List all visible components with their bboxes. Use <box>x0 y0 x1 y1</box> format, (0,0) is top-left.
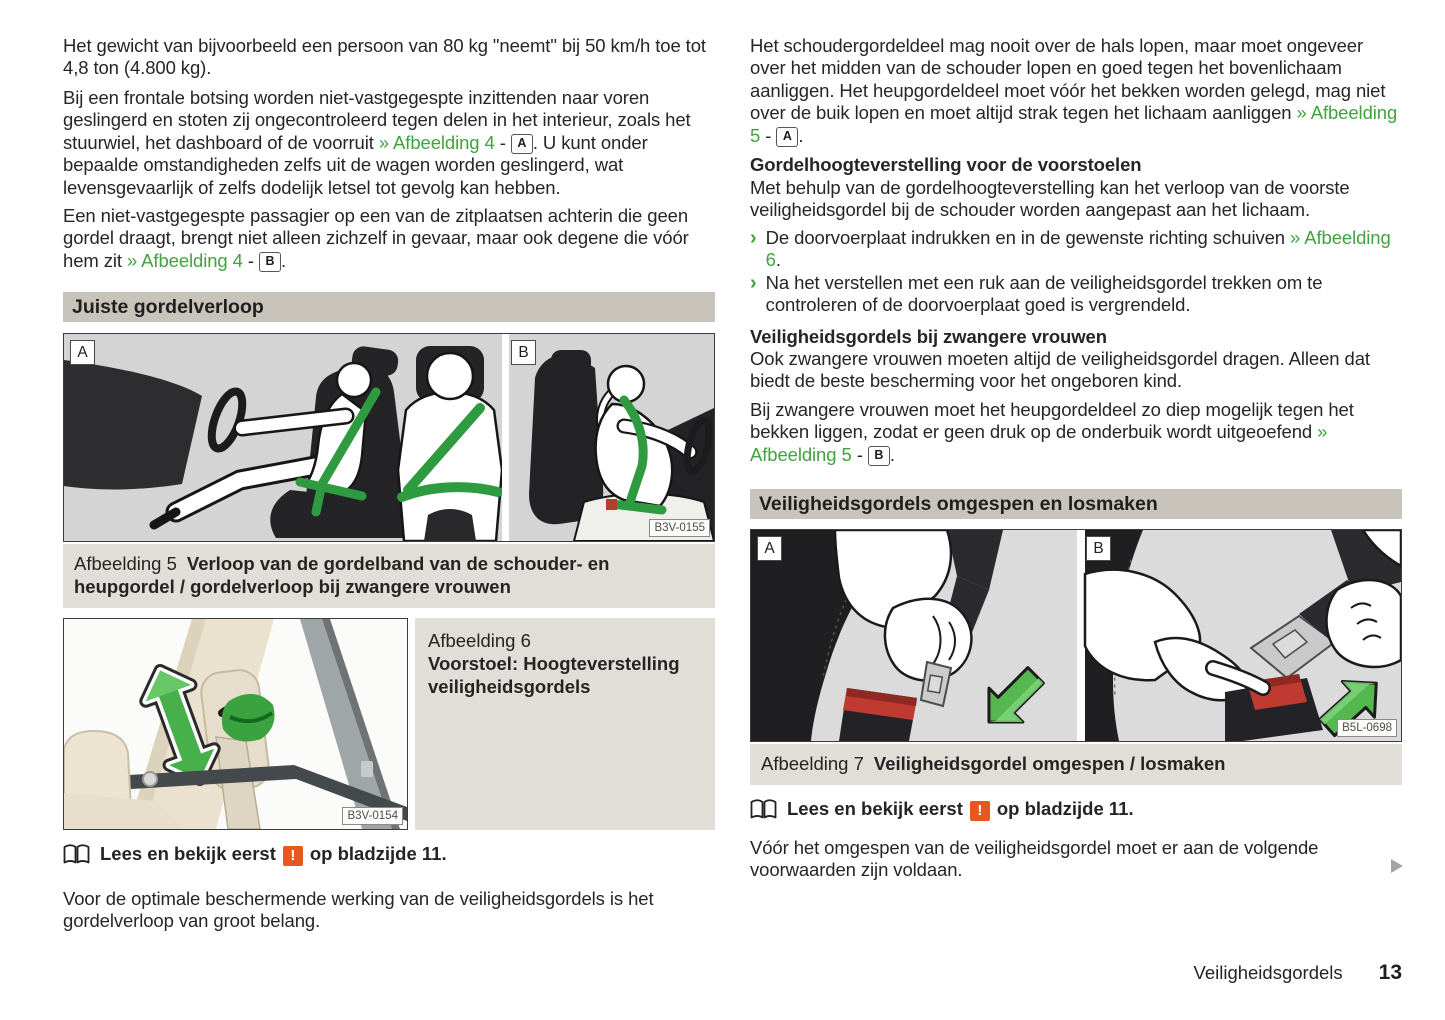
ref-link-afbeelding-5a[interactable]: » Afbeelding 5 <box>750 102 1398 146</box>
ref-link-afbeelding-4b[interactable]: » Afbeelding 4 <box>126 249 243 271</box>
paragraph-optimal-protection: Voor de optimale beschermende werking van de veiligheidsgordels is het gordelverloop van groot belang. <box>63 888 654 932</box>
warning-icon: ! <box>283 846 303 866</box>
figure-6 <box>63 618 715 830</box>
key-label-b: B <box>259 252 281 272</box>
content-continues-icon <box>1391 859 1403 873</box>
warning-icon: ! <box>970 801 990 821</box>
figure-5 <box>63 333 715 608</box>
section-header-omgespen-losmaken: Veiligheidsgordels omgespen en losmaken <box>750 489 1402 519</box>
figure-5-illustration <box>64 334 714 541</box>
bullet-chevron-icon: › <box>750 227 757 249</box>
footer-section-title: Veiligheidsgordels <box>1193 962 1343 983</box>
key-label-a: A <box>511 134 533 154</box>
figure-6-image <box>63 618 408 830</box>
page-footer <box>1194 961 1403 985</box>
paragraph-frontal-collision: Bij een frontale botsing worden niet-vastgegespte inzittenden naar voren geslingerd en stoten zij ongecontroleerd tegen delen in het interieur, zoals het stuurwiel, het dashboard of de voorruit » Afbeelding 4 - A . U kunt onder bepaalde omstandigheden zelfs uit de wagen worden geslingerd, wat levensgevaarlijk of zelfs dodelijk letsel tot gevolg kan hebben. <box>63 87 691 198</box>
subheading-belt-height-adjustment: Gordelhoogteverstelling voor de voorstoelen <box>750 154 1142 175</box>
figure-7-image <box>750 529 1402 742</box>
read-first-note: Lees en bekijk eerst ! op bladzijde 11. <box>63 843 715 866</box>
footer-page-number: 13 <box>1378 961 1402 984</box>
figure-7-illustration <box>751 530 1401 741</box>
ref-link-afbeelding-5b[interactable]: » Afbeelding 5 <box>750 421 1328 465</box>
list-item-2: › Na het verstellen met een ruk aan de veiligheidsgordel trekken om te controleren of de doorvoerplaat goed is vergrendeld. <box>750 271 1323 316</box>
paragraph-rear-passenger: Een niet-vastgegespte passagier op een van de zitplaatsen achterin die geen gordel draagt, brengt niet alleen zichzelf in gevaar, maar ook degene die vóór hem zit » Afbeelding 4 - B . <box>63 205 689 271</box>
left-column <box>63 0 715 1020</box>
figure-7-panel-b-label: B <box>1086 536 1111 561</box>
key-label-b: B <box>868 446 890 466</box>
paragraph-pregnant-always: Ook zwangere vrouwen moeten altijd de veiligheidsgordel dragen. Alleen dat biedt de beste bescherming voor het ongeboren kind. <box>750 348 1370 392</box>
paragraph-shoulder-belt: Het schoudergordeldeel mag nooit over de hals lopen, maar moet ongeveer over het midden van de schouder lopen en goed tegen het bovenlichaam aanliggen. Het heupgordeldeel moet vóór het bekken worden gelegd, mag niet over de buik lopen en moet altijd strak tegen het lichaam aanliggen » Afbeelding 5 - A . <box>750 35 1398 146</box>
figure-7-panel-a-label: A <box>757 536 782 561</box>
subheading-pregnant-women: Veiligheidsgordels bij zwangere vrouwen <box>750 326 1107 347</box>
ref-link-afbeelding-4a[interactable]: » Afbeelding 4 <box>378 131 495 153</box>
figure-6-image-code: B3V-0154 <box>342 807 403 825</box>
read-first-note: Lees en bekijk eerst ! op bladzijde 11. <box>750 798 1402 821</box>
figure-5-panel-a-label: A <box>70 340 95 365</box>
figure-5-caption: Afbeelding 5 Verloop van de gordelband van de schouder- en heupgordel / gordelverloop bij zwangere vrouwen <box>63 544 715 608</box>
figure-5-image <box>63 333 715 542</box>
bullet-chevron-icon: › <box>750 271 757 294</box>
list-item-1: › De doorvoerplaat indrukken en in de gewenste richting schuiven » Afbeelding 6. <box>750 227 1391 271</box>
key-label-a: A <box>776 127 798 147</box>
figure-6-caption: Afbeelding 6 Voorstoel: Hoogteverstelling veiligheidsgordels <box>415 618 715 830</box>
paragraph-pregnant-lap-belt: Bij zwangere vrouwen moet het heupgordeldeel zo diep mogelijk tegen het bekken liggen, zodat er geen druk op de onderbuik wordt uitgeoefend » Afbeelding 5 - B . <box>750 399 1354 465</box>
figure-6-illustration <box>64 619 407 829</box>
figure-5-image-code: B3V-0155 <box>649 519 710 537</box>
figure-7-caption: Afbeelding 7 Veiligheidsgordel omgespen / losmaken <box>750 744 1402 785</box>
paragraph-weight-example: Het gewicht van bijvoorbeeld een persoon van 80 kg "neemt" bij 50 km/h toe tot 4,8 ton (4.800 kg). <box>63 35 706 79</box>
paragraph-buckling-conditions: Vóór het omgespen van de veiligheidsgordel moet er aan de volgende voorwaarden zijn voldaan. <box>750 837 1319 881</box>
book-icon <box>63 844 90 865</box>
instruction-list <box>750 227 1402 317</box>
ref-link-afbeelding-6[interactable]: » Afbeelding 6 <box>765 227 1391 271</box>
figure-7-image-code: B5L-0698 <box>1337 719 1397 737</box>
right-column <box>750 0 1402 1020</box>
figure-5-panel-b-label: B <box>511 340 536 365</box>
figure-7 <box>750 529 1402 785</box>
paragraph-height-adjustment: Met behulp van de gordelhoogteverstelling kan het verloop van de voorste veiligheidsgordel bij de schouder worden aangepast aan het lichaam. <box>750 177 1350 221</box>
book-icon <box>750 799 777 820</box>
section-header-juiste-gordelverloop: Juiste gordelverloop <box>63 292 715 322</box>
